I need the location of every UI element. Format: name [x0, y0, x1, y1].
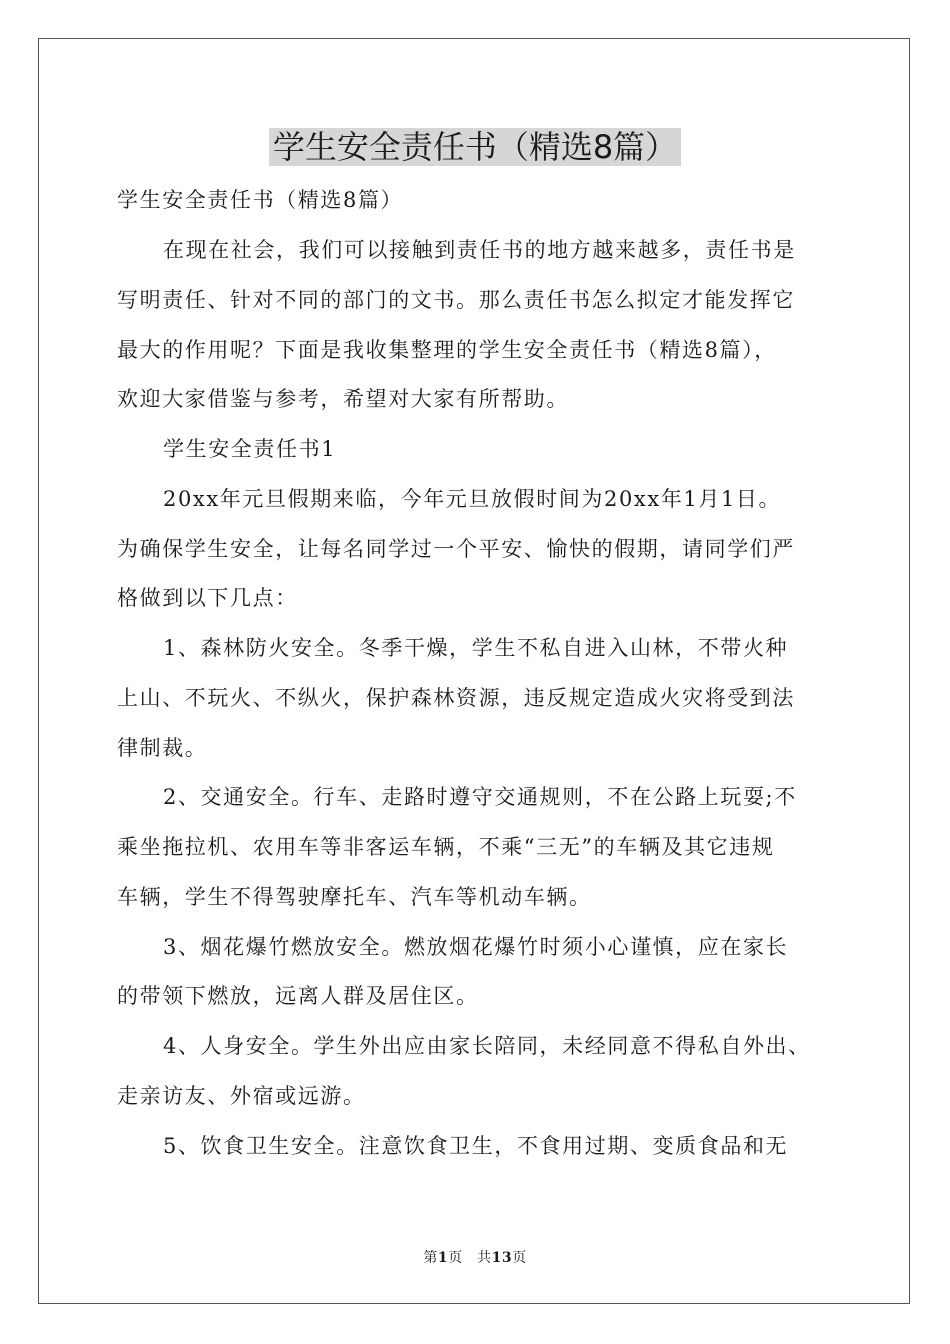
list-item-line: 乘坐拖拉机、农用车等非客运车辆，不乘“三无”的车辆及其它违规: [117, 835, 775, 859]
list-item-line: 的带领下燃放，远离人群及居住区。: [117, 984, 479, 1008]
footer-prefix: 第: [423, 1250, 438, 1266]
list-item-line: 3、烟花爆竹燃放安全。燃放烟花爆竹时须小心谨慎，应在家长: [163, 935, 789, 959]
footer-total-pages: 13: [491, 1250, 513, 1266]
list-item-line: 走亲访友、外宿或远游。: [117, 1084, 366, 1108]
footer-page-number: 1: [437, 1250, 449, 1266]
list-item-line: 5、饮食卫生安全。注意饮食卫生，不食用过期、变质食品和无: [163, 1134, 789, 1158]
footer-mid: 页 共: [448, 1250, 492, 1266]
footer-suffix: 页: [512, 1250, 527, 1266]
paragraph-line: 格做到以下几点：: [117, 586, 298, 610]
paragraph-line: 为确保学生安全，让每名同学过一个平安、愉快的假期，请同学们严: [117, 537, 795, 561]
document-title-text: 学生安全责任书（精选8篇）: [269, 128, 681, 166]
list-item-line: 车辆，学生不得驾驶摩托车、汽车等机动车辆。: [117, 885, 592, 909]
document-title: [0, 125, 950, 169]
paragraph-line: 在现在社会，我们可以接触到责任书的地方越来越多，责任书是: [163, 238, 796, 262]
list-item-line: 2、交通安全。行车、走路时遵守交通规则，不在公路上玩耍;不: [163, 785, 797, 809]
page-footer: [0, 1248, 950, 1268]
list-item-line: 4、人身安全。学生外出应由家长陪同，未经同意不得私自外出、: [163, 1034, 811, 1058]
paragraph-line: 欢迎大家借鉴与参考，希望对大家有所帮助。: [117, 387, 569, 411]
paragraph-line: 最大的作用呢？下面是我收集整理的学生安全责任书（精选8篇），: [117, 338, 777, 362]
list-item-line: 律制裁。: [117, 736, 208, 760]
paragraph-line: 20xx年元旦假期来临，今年元旦放假时间为20xx年1月1日。: [163, 487, 782, 511]
paragraph-line: 写明责任、针对不同的部门的文书。那么责任书怎么拟定才能发挥它: [117, 288, 795, 312]
list-item-line: 上山、不玩火、不纵火，保护森林资源，违反规定造成火灾将受到法: [117, 686, 795, 710]
subtitle-line: 学生安全责任书（精选8篇）: [117, 188, 404, 212]
section-heading: 学生安全责任书1: [163, 437, 337, 461]
list-item-line: 1、森林防火安全。冬季干燥，学生不私自进入山林，不带火种: [163, 636, 789, 660]
page-border: [38, 38, 910, 1304]
